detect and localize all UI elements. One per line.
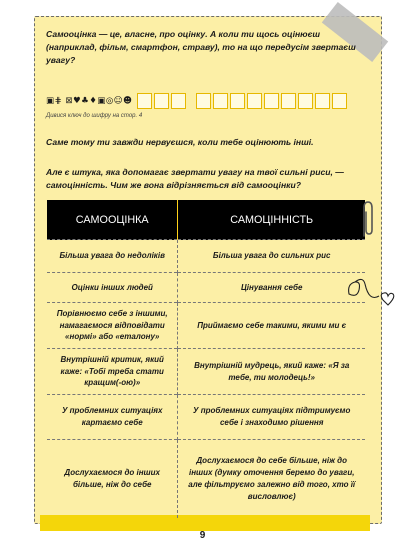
answer-box[interactable] — [196, 93, 211, 109]
table-row — [47, 395, 365, 440]
table-cell: Внутрішній мудрець, який каже: «Я за тебе, ти молодець!» — [178, 349, 365, 395]
table-cell: Цінування себе — [178, 273, 365, 303]
page-number: 9 — [199, 530, 206, 541]
nervous-paragraph: Саме тому ти завжди нервуєшся, коли тебе оцінюють інші. — [46, 137, 314, 147]
self-worth-paragraph: Але є штука, яка допомагає звертати увагу на твої сильні риси, — самоцінність. Чим же вона відрізняється від самооцінки? — [46, 167, 344, 191]
answer-box[interactable] — [332, 93, 347, 109]
table-row — [47, 273, 365, 303]
answer-box[interactable] — [137, 93, 152, 109]
table-cell: Внутрішній критик, який каже: «Тобі треба стати кращим(-ою)» — [47, 349, 178, 395]
table-cell: Дослухаємося до інших більше, ніж до себе — [47, 440, 178, 518]
answer-box[interactable] — [298, 93, 313, 109]
heart-doodle-icon — [345, 272, 397, 312]
answer-box[interactable] — [281, 93, 296, 109]
table-cell: Порівнюємо себе з іншими, намагаємося відповідати «нормі» або «еталону» — [47, 303, 178, 349]
table-cell: Більша увага до сильних рис — [178, 240, 365, 273]
answer-box[interactable] — [213, 93, 228, 109]
header-self-worth: САМОЦІННІСТЬ — [178, 200, 365, 240]
answer-box[interactable] — [154, 93, 169, 109]
table-row — [47, 440, 365, 518]
table-row — [47, 303, 365, 349]
cipher-note: Дивися ключ до шифру на стор. 4 — [46, 113, 143, 119]
table-row — [47, 240, 365, 273]
paperclip-icon — [358, 200, 376, 240]
table-cell: Оцінки інших людей — [47, 273, 178, 303]
table-cell: Приймаємо себе такими, якими ми є — [178, 303, 365, 349]
answer-box[interactable] — [230, 93, 245, 109]
header-self-esteem: САМООЦІНКА — [47, 200, 178, 240]
cipher-row — [46, 92, 349, 110]
table-row — [47, 349, 365, 395]
cipher-symbols: ▣⋕ ⊠♥♣♦▣◎☺☻ — [46, 96, 133, 106]
answer-box[interactable] — [264, 93, 279, 109]
table-cell: Більша увага до недоліків — [47, 240, 178, 273]
answer-box[interactable] — [247, 93, 262, 109]
table-cell: Дослухаємося до себе більше, ніж до інших (думку оточення беремо до уваги, але фільтруємо залежно від того, хто її висловлює) — [178, 440, 365, 518]
comparison-table — [47, 200, 365, 518]
intro-paragraph: Самооцінка — це, власне, про оцінку. А коли ти щось оцінюєш (наприклад, фільм, смартфон, страву), то на що передусім звертаєш увагу? — [46, 29, 356, 66]
answer-box[interactable] — [171, 93, 186, 109]
table-cell: У проблемних ситуаціях картаємо себе — [47, 395, 178, 440]
table-cell: У проблемних ситуаціях підтримуємо себе і знаходимо рішення — [178, 395, 365, 440]
answer-box[interactable] — [315, 93, 330, 109]
